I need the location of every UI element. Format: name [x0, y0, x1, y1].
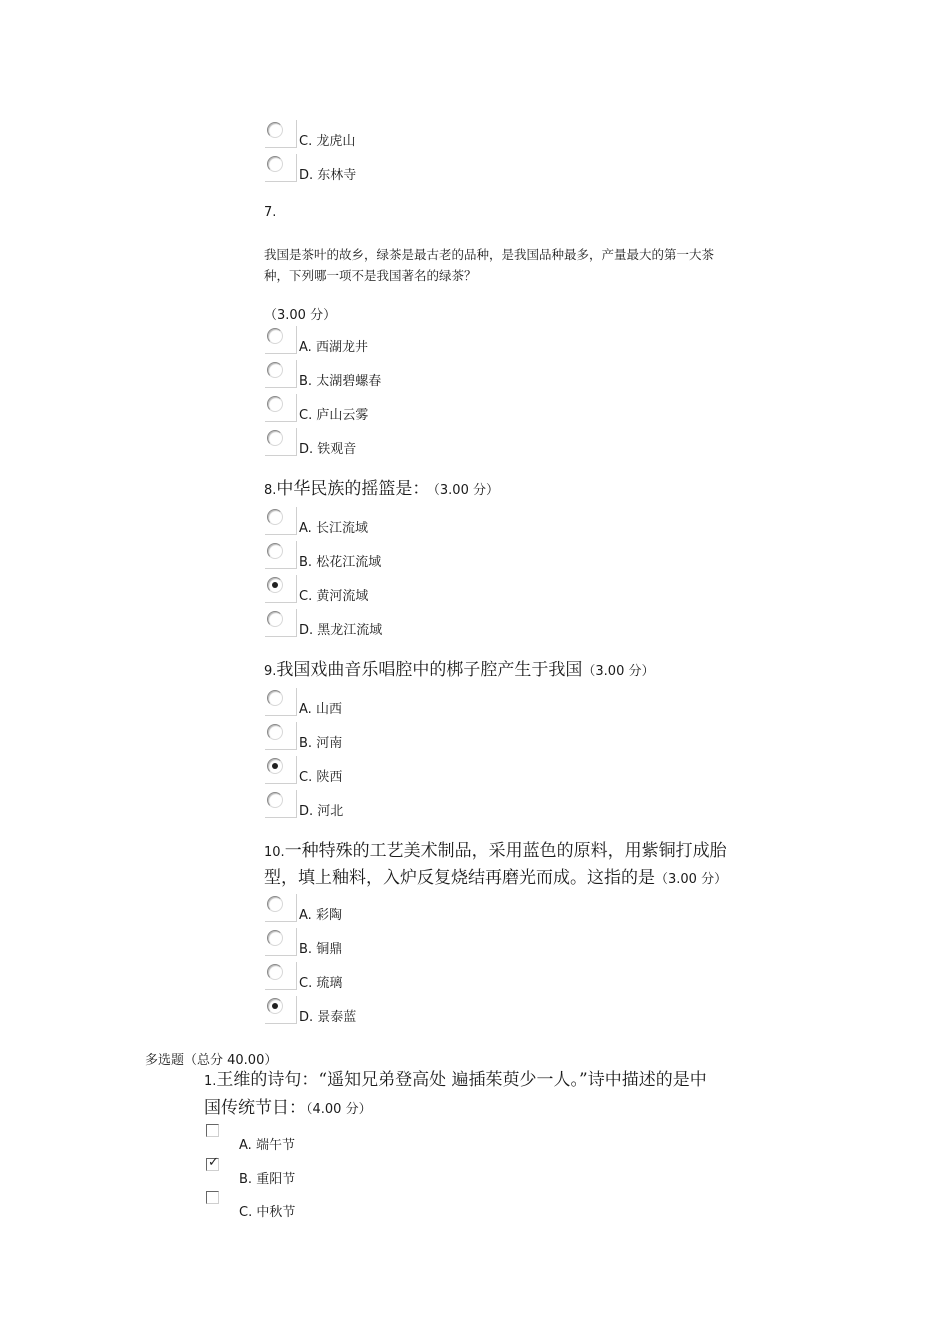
q7-number: 7. — [264, 205, 277, 220]
q8-score: （3.00 分） — [433, 483, 499, 498]
radio-button[interactable] — [265, 120, 297, 148]
radio-button[interactable] — [265, 609, 297, 637]
radio-button[interactable] — [265, 428, 297, 456]
q8-text: 中华民族的摇篮是： — [276, 479, 430, 499]
q9-option-c[interactable]: C. 陕西 — [265, 756, 565, 786]
q9-number: 9. — [264, 664, 277, 679]
mq1-option-b[interactable]: ✓ B. 重阳节 — [208, 1155, 296, 1187]
checkbox[interactable] — [206, 1191, 219, 1204]
q10-number: 10. — [264, 845, 285, 860]
q9-option-b[interactable]: B. 河南 — [265, 722, 565, 752]
mq1-question-line1 — [204, 1065, 707, 1090]
radio-button[interactable] — [265, 962, 297, 990]
q10-text-line1: 一种特殊的工艺美术制品，采用蓝色的原料，用紫铜打成胎 — [284, 841, 727, 861]
q8-number: 8. — [264, 483, 277, 498]
radio-button[interactable] — [265, 541, 297, 569]
radio-button[interactable] — [265, 928, 297, 956]
q9-question — [264, 655, 654, 680]
q10-score: （3.00 分） — [655, 872, 728, 887]
q9-score: （3.00 分） — [582, 664, 655, 679]
radio-button[interactable] — [265, 996, 297, 1024]
q8-option-a[interactable]: A. 长江流域 — [265, 507, 565, 537]
q7-text-line2: 种，下列哪一项不是我国著名的绿茶？ — [264, 268, 477, 283]
radio-button[interactable] — [265, 688, 297, 716]
radio-button[interactable] — [265, 394, 297, 422]
q7-text-line1: 我国是茶叶的故乡，绿茶是最古老的品种，是我国品种最多，产量最大的第一大茶 — [264, 247, 715, 262]
q10-question-line2 — [264, 863, 727, 888]
mq1-score: （4.00 分） — [306, 1102, 372, 1117]
radio-button[interactable] — [265, 575, 297, 603]
radio-button[interactable] — [265, 790, 297, 818]
q6-option-d[interactable]: D. 东林寺 — [265, 154, 565, 184]
q7-option-d[interactable]: D. 铁观音 — [265, 428, 565, 458]
q6-option-c[interactable]: C. 龙虎山 — [265, 120, 565, 150]
checkbox[interactable] — [206, 1155, 219, 1171]
mq1-text-line2: 国传统节日： — [204, 1098, 306, 1118]
radio-button[interactable] — [265, 507, 297, 535]
q7-option-b[interactable]: B. 太湖碧螺春 — [265, 360, 565, 390]
q9-option-a[interactable]: A. 山西 — [265, 688, 565, 718]
q8-option-b[interactable]: B. 松花江流域 — [265, 541, 565, 571]
q10-text-line2: 型，填上釉料，入炉反复烧结再磨光而成。这指的是 — [264, 868, 655, 888]
q8-option-d[interactable]: D. 黑龙江流域 — [265, 609, 565, 639]
q10-question-line1 — [264, 836, 727, 861]
q8-question — [264, 474, 499, 499]
q10-option-c[interactable]: C. 琉璃 — [265, 962, 565, 992]
mq1-option-a[interactable]: A. 端午节 — [206, 1124, 506, 1154]
q9-text: 我国戏曲音乐唱腔中的梆子腔产生于我国 — [276, 660, 583, 680]
q10-option-a[interactable]: A. 彩陶 — [265, 894, 565, 924]
mq1-number: 1. — [204, 1074, 217, 1089]
radio-button[interactable] — [265, 154, 297, 182]
mq1-option-c[interactable]: C. 中秋节 — [206, 1191, 506, 1221]
checkmark-icon: ✓ — [208, 1155, 219, 1170]
radio-button[interactable] — [265, 756, 297, 784]
radio-button[interactable] — [265, 360, 297, 388]
checkbox[interactable] — [206, 1124, 219, 1137]
radio-button[interactable] — [265, 894, 297, 922]
q10-option-b[interactable]: B. 铜鼎 — [265, 928, 565, 958]
q10-option-d[interactable]: D. 景泰蓝 — [265, 996, 565, 1026]
radio-button[interactable] — [265, 722, 297, 750]
multi-section-title: 多选题（总分 40.00） — [145, 1053, 278, 1068]
q8-option-c[interactable]: C. 黄河流域 — [265, 575, 565, 605]
q9-option-d[interactable]: D. 河北 — [265, 790, 565, 820]
q7-option-a[interactable]: A. 西湖龙井 — [265, 326, 565, 356]
q7-option-c[interactable]: C. 庐山云雾 — [265, 394, 565, 424]
radio-button[interactable] — [265, 326, 297, 354]
q7-score: （3.00 分） — [264, 308, 337, 323]
mq1-text-line1: 王维的诗句：“遥知兄弟登高处 遍插茱萸少一人。”诗中描述的是中 — [216, 1070, 707, 1090]
mq1-question-line2 — [204, 1093, 372, 1118]
